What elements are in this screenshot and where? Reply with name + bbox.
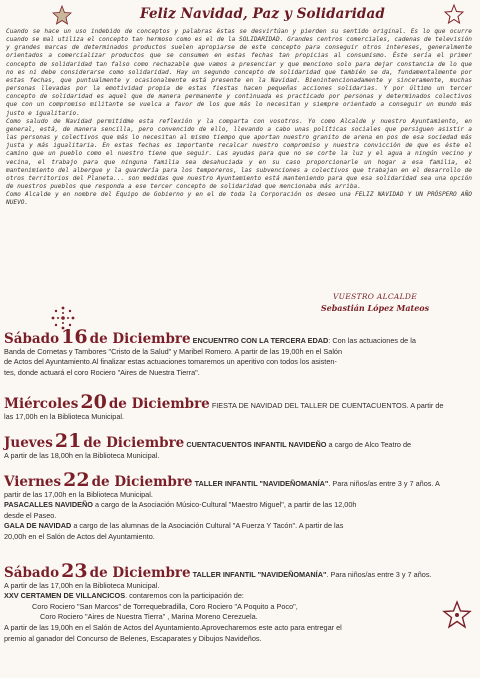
event-line: Banda de Cornetas y Tambores "Cristo de la Salud" y Maribel Romero. A partir de las 19,00h en el Salón (4, 346, 343, 356)
event-details (4, 469, 474, 543)
intro-paragraph: Como Alcalde y en nombre del Equipo de Gobierno y en el de toda la Corporación os deseo una FELIZ NAVIDAD Y UN PRÓSPERO AÑO NUEVO. (6, 191, 472, 207)
event-details (4, 391, 474, 422)
event-line: Coro Rociero "San Marcos" de Torrequebradilla, Coro Rociero "A Poquito a Poco", (32, 601, 298, 611)
event-month: de Diciembre (83, 435, 185, 451)
event-line: desde el Paseo. (4, 510, 57, 520)
event-line: de Actos del Ayuntamiento.Al finalizar estas actuaciones tomaremos un aperitivo con todos los asisten- (4, 357, 337, 367)
event-line: A partir de las 17,00h en la Biblioteca Municipal. (4, 580, 160, 590)
event-title: ENCUENTRO CON LA TERCERA EDAD (192, 336, 329, 345)
event-line (4, 469, 474, 491)
event-line: A partir de las 18,00h en la Biblioteca Municipal. (4, 450, 160, 460)
event-text: : Con las actuaciones de la (328, 336, 416, 345)
event-text: a cargo de las alumnas de la Asociación Cultural "A Fuerza Y Tacón". A partir de las (71, 521, 344, 531)
event-line: A partir de las 19,00h en el Salón de Actos del Ayuntamiento.Aprovecharemos este acto para entregar el (4, 622, 342, 632)
event-details (4, 430, 474, 461)
event-day: Miércoles (4, 396, 79, 412)
event-line (4, 391, 474, 413)
page-title: Feliz Navidad, Paz y Solidaridad (140, 6, 385, 22)
event-line: 20,00h en el Salón de Actos del Ayuntamiento. (4, 531, 155, 541)
event-jueves-21 (4, 430, 474, 461)
event-title: PASACALLES NAVIDEÑO (4, 500, 93, 510)
event-line (4, 326, 474, 348)
event-text: . Para niños/as entre 3 y 7 años. (326, 570, 432, 579)
event-day: Viernes (4, 474, 62, 490)
event-details (4, 560, 474, 644)
event-day-number: 22 (63, 469, 90, 491)
signature (290, 292, 460, 313)
intro-paragraph: Como saludo de Navidad permitidme esta reflexión y la comparta con vosotros. Yo como Alcalde y nuestro Ayuntamiento, en general, está, de manera sencilla, pero convencido de ello, llevando a cabo unas políticas sociales que persiguen asistir a las personas y colectivos que más lo necesitan al mismo tiempo que aportan nuestro granito de arena en pos de esa sociedad más justa y más igualitaria. En estas fechas es importante recalcar nuestro compromiso y nuestra convicción de que es éste el camino que un pueblo como el nuestro tiene que seguir. Las ayudas para que no se corte la luz y el agua a ningún vecino y vecina, el trabajo para que ninguna familia sea desahuciada y en su caso proporcionarle un hogar a esa familia, el mantenimiento del albergue y la guardería para los temporeros, las subvenciones a colectivos que trabajan en el desarrollo de otros territorios del Planeta... son medidas que nuestro Ayuntamiento está manteniendo para que esa solidaridad sea una opción de nuestros pueblos que responda a ese tercer concepto de solidaridad que mencionaba más arriba. (6, 117, 472, 190)
signature-name: Sebastián López Mateos (320, 303, 430, 313)
event-line (4, 500, 474, 511)
event-title: TALLER INFANTIL "NAVIDEÑOMANÍA" (194, 479, 329, 488)
event-title: TALLER INFANTIL "NAVIDEÑOMANÍA" (192, 570, 327, 579)
event-title: CUENTACUENTOS INFANTIL NAVIDEÑO (186, 440, 327, 449)
event-line: tes, donde actuará el coro Rociero "Aires de Nuestra Tierra". (4, 367, 200, 377)
event-details (4, 326, 474, 378)
star-ornament-icon (444, 4, 464, 24)
event-text: a cargo de la Asociación Músico-Cultural "Maestro Miguel", a partir de las 12,00h (92, 500, 357, 510)
event-line (4, 521, 474, 532)
event-day-number: 20 (80, 391, 107, 413)
event-text: a cargo de Alco Teatro de (326, 440, 412, 449)
star-ornament-icon (52, 5, 72, 25)
event-month: de Diciembre (89, 565, 191, 581)
event-day: Jueves (4, 435, 53, 451)
event-day-number: 16 (61, 326, 88, 348)
event-title: XXV CERTAMEN DE VILLANCICOS (4, 591, 126, 601)
signature-role: VUESTRO ALCALDE (332, 292, 418, 301)
intro-letter (6, 28, 472, 207)
event-sabado-16 (4, 326, 474, 378)
event-day-number: 23 (61, 560, 88, 582)
event-line (4, 591, 474, 602)
event-sabado-23 (4, 560, 474, 644)
event-month: de Diciembre (91, 474, 193, 490)
event-day: Sábado (4, 565, 60, 581)
event-text: FIESTA DE NAVIDAD DEL TALLER DE CUENTACUENTOS. A partir de (211, 401, 444, 410)
event-line (4, 430, 474, 452)
event-day: Sábado (4, 331, 60, 347)
event-day-number: 21 (54, 430, 82, 452)
event-text: . Para niños/as entre 3 y 7 años. A (328, 479, 440, 488)
star-badge-icon (440, 600, 474, 630)
event-month: de Diciembre (108, 396, 210, 412)
event-miercoles-20 (4, 391, 474, 422)
event-title: GALA DE NAVIDAD (4, 521, 72, 531)
event-line: premio al ganador del Concurso de Belenes, Escaparates y Dibujos Navideños. (4, 633, 262, 643)
event-text: . contaremos con la participación de: (125, 591, 244, 601)
event-line: las 17,00h en la Biblioteca Municipal. (4, 411, 125, 421)
event-line (4, 560, 474, 582)
event-viernes-22 (4, 469, 474, 543)
event-line: partir de las 17,00h en la Biblioteca Municipal. (4, 489, 153, 499)
event-month: de Diciembre (89, 331, 191, 347)
event-line: Coro Rociero "Aires de Nuestra Tierra" , Marina Moreno Cerezuela. (40, 612, 258, 622)
intro-paragraph: Cuando se hace un uso indebido de conceptos y palabras éstas se desvirtúan y pierden su sentido original. Es lo que ocurre cuando se mal utiliza el concepto tan hermoso como es el de la SOLIDARIDAD. Grandes centros comerciales, cadenas de televisión y grandes marcas de determinados productos suelen apropiarse de este concepto para conseguir otros intereses, generalmente orientados a comercializar productos que se consumen en estas fechas tan propicias al consumismo. Éste sería el primer concepto de solidaridad tan falso como rechazable que vamos a presenciar y que menciono solo para dejar constancia de lo que no es ni debe considerarse como solidaridad. Hay un segundo concepto de solidaridad que también se da, fundamentalmente por estas fechas, que puntualmente y ocasionalmente está presente en la Navidad. Bienintencionadamente y sinceramente, muchas personas llevadas por la emotividad propia de estas fiestas hacen pequeñas acciones solidarias. Y por último un tercer concepto de solidaridad es aquel que de manera permanente y continuada es practicado por personas y determinados colectivos que con un compromiso militante se vuelca a favor de los que más lo necesitan y siempre orientado a conseguir un mundo más justo e igualitario. (6, 28, 472, 117)
